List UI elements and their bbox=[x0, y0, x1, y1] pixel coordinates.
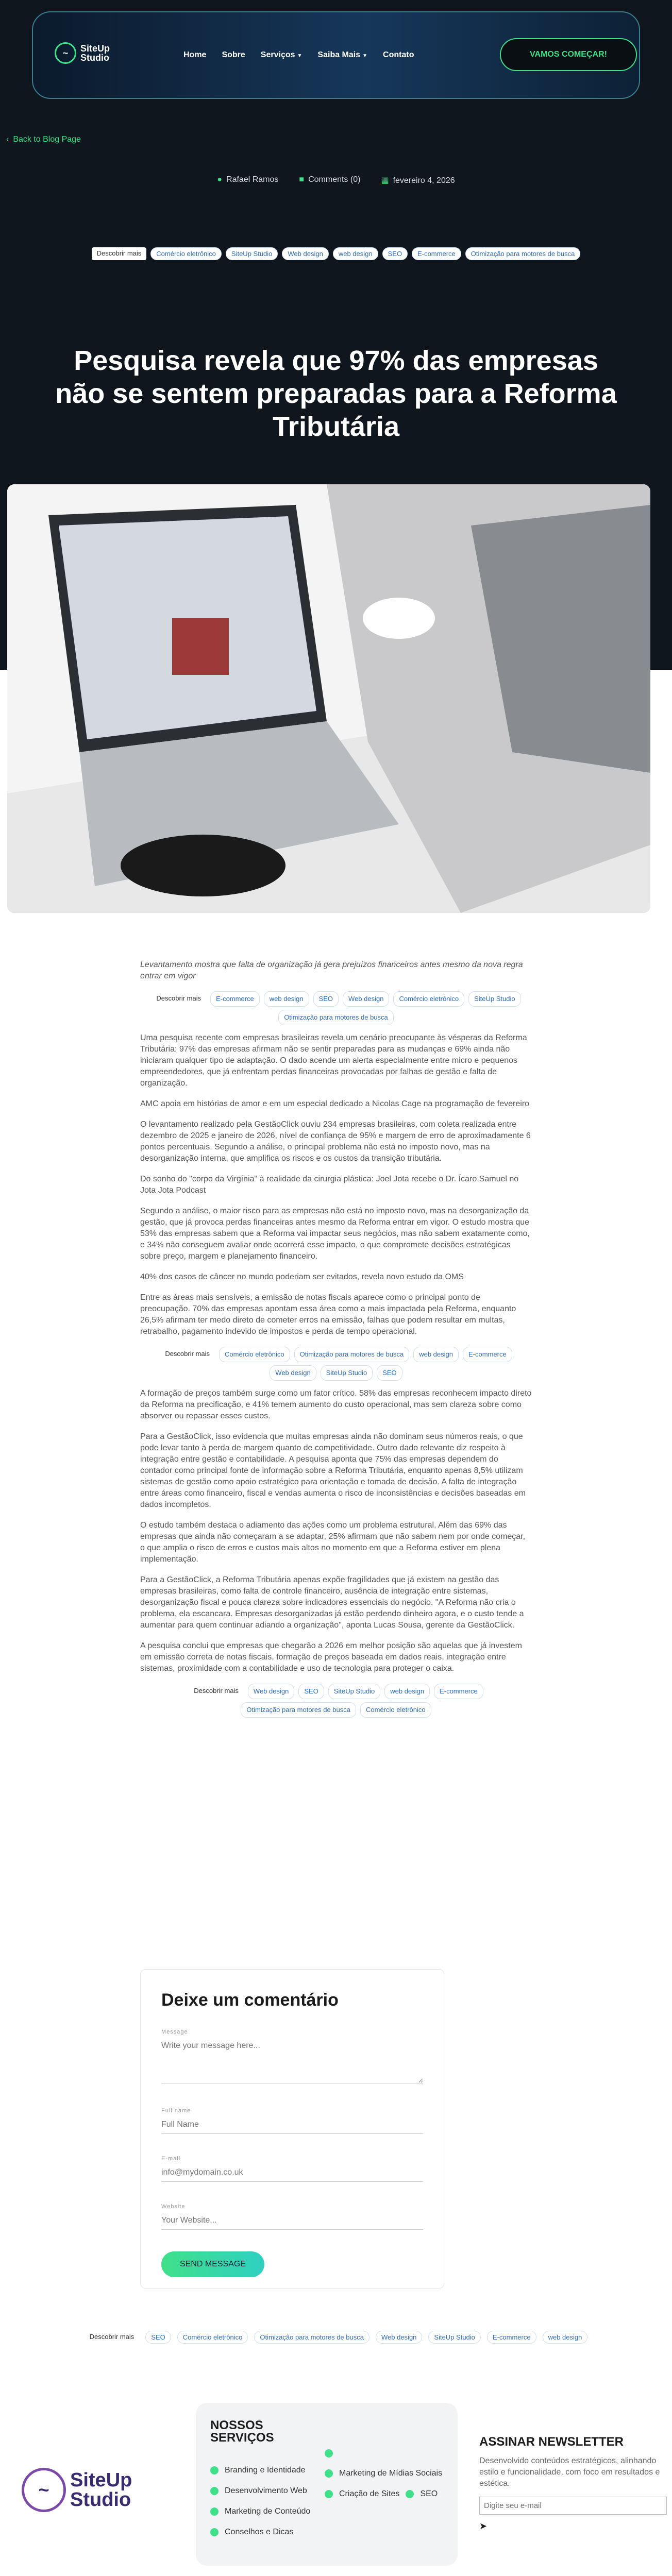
paragraph: O estudo também destaca o adiamento das ações como um problema estrutural. Além das 69% das empresas que ainda não começaram a se adaptar, 25% afirmam que não sabem nem por onde começar, o que amplia o risco de erros e custos mais altos no momento em que a Reforma estiver em plena implementação. bbox=[140, 1521, 526, 1564]
author[interactable] bbox=[217, 175, 278, 185]
footer-logo-text: SiteUp Studio bbox=[70, 2469, 132, 2511]
comment-form-title: Deixe um comentário bbox=[161, 1990, 339, 2010]
tag[interactable]: SiteUp Studio bbox=[428, 2331, 481, 2344]
related-link[interactable]: Do sonho do "corpo da Virgínia" à realidade da cirurgia plástica: Joel Jota recebe o Dr. Ícaro Samuel no Jota Jota Podcast bbox=[140, 1175, 519, 1195]
tag[interactable]: SEO bbox=[145, 2331, 171, 2344]
main-nav bbox=[183, 50, 414, 60]
services-title: NOSSOS SERVIÇOS bbox=[210, 2418, 274, 2445]
check-icon bbox=[210, 2466, 219, 2475]
website-field[interactable] bbox=[161, 2212, 423, 2230]
service-item[interactable] bbox=[210, 2528, 334, 2537]
chevron-down-icon: ▼ bbox=[362, 53, 368, 59]
service-item[interactable] bbox=[210, 2466, 334, 2475]
nav-contato[interactable]: Contato bbox=[383, 50, 414, 59]
author-label: Rafael Ramos bbox=[226, 175, 279, 184]
email-label: E-mail bbox=[161, 2156, 181, 2162]
tag[interactable]: Otimização para motores de busca bbox=[278, 1010, 394, 1025]
nav-home[interactable]: Home bbox=[183, 50, 207, 59]
tag-label: Descobrir mais bbox=[160, 1347, 215, 1362]
check-icon bbox=[325, 2469, 333, 2478]
check-icon bbox=[210, 2507, 219, 2516]
tag[interactable]: SiteUp Studio bbox=[328, 1684, 381, 1699]
hero-image bbox=[7, 484, 650, 913]
newsletter-title: ASSINAR NEWSLETTER bbox=[479, 2435, 624, 2449]
service-item[interactable] bbox=[325, 2489, 448, 2499]
check-icon bbox=[406, 2490, 414, 2498]
service-item[interactable] bbox=[325, 2469, 448, 2478]
nav-servicos[interactable] bbox=[261, 50, 303, 60]
send-message-button[interactable]: SEND MESSAGE bbox=[161, 2251, 264, 2277]
page-title: Pesquisa revela que 97% das empresas não se sentem preparadas para a Reforma Tributária bbox=[55, 345, 617, 442]
tag-list bbox=[150, 1684, 522, 1718]
newsletter-text: Desenvolvido conteúdos estratégicos, alinhando estilo e funcionalidade, com foco em resultados e estética. bbox=[479, 2456, 660, 2488]
services-col-1 bbox=[210, 2466, 334, 2548]
laptop-photo-illustration bbox=[7, 484, 650, 913]
tag[interactable]: Comércio eletrônico bbox=[393, 991, 464, 1007]
back-label: Back to Blog Page bbox=[13, 135, 81, 144]
services-col-2 bbox=[325, 2449, 448, 2510]
tag-label: Descobrir mais bbox=[189, 1684, 244, 1699]
navbar bbox=[32, 11, 640, 99]
services-box bbox=[196, 2403, 458, 2566]
cta-button[interactable]: VAMOS COMEÇAR! bbox=[500, 38, 637, 71]
tag[interactable]: SEO bbox=[313, 991, 339, 1007]
tag[interactable]: Web design bbox=[376, 2331, 422, 2344]
service-label: Criação de Sites bbox=[339, 2489, 400, 2498]
check-icon bbox=[210, 2528, 219, 2536]
paragraph: A pesquisa conclui que empresas que chegarão a 2026 em melhor posição são aquelas que já investem em emissão correta de notas fiscais, formação de preços baseada em dados reais, integração entre sistemas, proximidade com a contabilidade e uso de tecnologia para proteger o caixa. bbox=[140, 1641, 522, 1673]
related-link[interactable]: 40% dos casos de câncer no mundo poderiam ser evitados, revela novo estudo da OMS bbox=[140, 1273, 464, 1281]
tag[interactable]: SiteUp Studio bbox=[468, 991, 521, 1007]
tag-list bbox=[150, 991, 522, 1025]
newsletter bbox=[479, 2435, 667, 2532]
service-item[interactable] bbox=[210, 2486, 334, 2496]
tag[interactable]: web design bbox=[264, 991, 309, 1007]
back-to-blog-link[interactable] bbox=[6, 135, 81, 144]
tag[interactable]: SiteUp Studio bbox=[321, 1365, 373, 1381]
hero-tags bbox=[77, 247, 595, 260]
service-label: Marketing de Mídias Sociais bbox=[339, 2469, 443, 2478]
tag[interactable]: E-commerce bbox=[412, 247, 461, 260]
tag[interactable]: web design bbox=[543, 2331, 588, 2344]
nav-sobre[interactable]: Sobre bbox=[222, 50, 245, 59]
comment-form bbox=[140, 1969, 444, 2289]
bottom-tags bbox=[36, 2331, 636, 2344]
service-label: Desenvolvimento Web bbox=[225, 2486, 307, 2495]
article-body bbox=[140, 959, 532, 1725]
message-field[interactable] bbox=[161, 2037, 423, 2083]
post-meta bbox=[0, 175, 672, 185]
chevron-down-icon: ▼ bbox=[297, 53, 303, 59]
date-label: fevereiro 4, 2026 bbox=[393, 176, 455, 185]
logo[interactable] bbox=[55, 42, 110, 64]
check-icon bbox=[325, 2490, 333, 2498]
tag[interactable]: E-commerce bbox=[434, 1684, 483, 1699]
calendar-icon: ▦ bbox=[381, 176, 389, 185]
tag-label: Descobrir mais bbox=[151, 991, 206, 1007]
nav-saiba-mais[interactable] bbox=[317, 50, 367, 60]
comments-count[interactable] bbox=[299, 175, 360, 185]
tag-list bbox=[150, 1347, 522, 1381]
paragraph: Para a GestãoClick, isso evidencia que muitas empresas ainda não dominam seus números reais, o que pode levar tanto à perda de margem quanto de competitividade. Outro dado relevante diz respeito à integração entre gestão e contabilidade. A pesquisa aponta que 75% das empresas dependem do contador como principal fonte de informação sobre a Reforma Tributária, enquanto apenas 8,5% utilizam sistemas de gestão como apoio estratégico para orientação e tomada de decisão. A falta de integração entre áreas como financeiro, fiscal e vendas aumenta o risco de inconsistências e decisões baseadas em dados incompletos. bbox=[140, 1432, 526, 1509]
paragraph: Uma pesquisa recente com empresas brasileiras revela um cenário preocupante às vésperas da Reforma Tributária: 97% das empresas afirmam não se sentir preparadas para as mudanças e 69% ainda não iniciaram qualquer tipo de adaptação. O dado acende um alerta especialmente entre micro e pequenos empreendedores, que já enfrentam perdas financeiras provocadas por falhas de gestão e falta de organização. bbox=[140, 1033, 527, 1088]
email-field[interactable] bbox=[161, 2164, 423, 2182]
user-icon: ● bbox=[217, 175, 223, 184]
tag[interactable]: E-commerce bbox=[487, 2331, 536, 2344]
arrow-left-icon: ‹ bbox=[6, 135, 9, 144]
tag[interactable]: Otimização para motores de busca bbox=[294, 1347, 410, 1362]
check-icon bbox=[325, 2449, 333, 2458]
tag[interactable]: SiteUp Studio bbox=[226, 247, 278, 260]
service-item bbox=[325, 2449, 448, 2458]
tag-label: Descobrir mais bbox=[85, 2331, 140, 2344]
service-label: Marketing de Conteúdo bbox=[225, 2507, 311, 2516]
paragraph: A formação de preços também surge como um fator crítico. 58% das empresas reconhecem impacto direto da Reforma na precificação, e 41% temem aumento do custo operacional, mas sem clareza sobre como absorver ou repassar esses custos. bbox=[140, 1389, 532, 1420]
message-label: Message bbox=[161, 2029, 188, 2035]
logo-text: SiteUp Studio bbox=[80, 43, 110, 63]
nav-servicos-label: Serviços bbox=[260, 50, 295, 59]
tag[interactable]: Otimização para motores de busca bbox=[254, 2331, 369, 2344]
tag[interactable]: Comércio eletrônico bbox=[177, 2331, 248, 2344]
logo-icon: ~ bbox=[55, 42, 76, 64]
comments-icon: ■ bbox=[299, 175, 305, 184]
service-item[interactable] bbox=[210, 2507, 334, 2516]
tag[interactable]: Comércio eletrônico bbox=[360, 1702, 431, 1718]
article-lead: Levantamento mostra que falta de organização já gera prejuízos financeiros antes mesmo da nova regra entrar em vigor bbox=[140, 960, 523, 980]
nav-saiba-label: Saiba Mais bbox=[317, 50, 361, 59]
tag[interactable]: E-commerce bbox=[210, 991, 260, 1007]
paragraph: Para a GestãoClick, a Reforma Tributária apenas expõe fragilidades que já existem na gestão das empresas brasileiras, como falta de controle financeiro, ausência de integração entre sistemas, desorganização fiscal e pouca clareza sobre indicadores essenciais do negócio. "A Reforma não cria o problema, ela escancara. Empresas desorganizadas já estão perdendo dinheiro agora, e o custo tende a aumentar para quem continuar adiando a organização", aponta Lucas Sousa, gerente da GestãoClick. bbox=[140, 1575, 524, 1630]
tag[interactable]: Web design bbox=[270, 1365, 316, 1381]
tag[interactable]: SEO bbox=[377, 1365, 402, 1381]
tag[interactable]: SEO bbox=[298, 1684, 324, 1699]
comments-label: Comments (0) bbox=[308, 175, 361, 184]
check-icon bbox=[210, 2487, 219, 2495]
name-label: Full name bbox=[161, 2108, 191, 2114]
tag[interactable]: Comércio eletrônico bbox=[219, 1347, 290, 1362]
tag[interactable]: web design bbox=[384, 1684, 430, 1699]
name-field[interactable] bbox=[161, 2116, 423, 2134]
tag[interactable]: Otimização para motores de busca bbox=[241, 1702, 356, 1718]
paragraph: Entre as áreas mais sensíveis, a emissão de notas fiscais aparece como o principal ponto de preocupação. 70% das empresas apontam essa área como a mais impactada pela Reforma, enquanto 26,5% afirmam ter medo direto de cometer erros na emissão, falhas que podem resultar em multas, retrabalho, pagamento indevido de impostos e perda de tempo operacional. bbox=[140, 1293, 516, 1336]
paragraph: O levantamento realizado pela GestãoClick ouviu 234 empresas brasileiras, com coleta realizada entre dezembro de 2025 e janeiro de 2026, nível de confiança de 95% e margem de erro de aproximadamente 6 pontos percentuais. Segundo a análise, o principal problema não está no imposto novo, mas na desorganização interna, que amplifica os riscos e os custos da transição tributária. bbox=[140, 1120, 531, 1163]
tag[interactable]: SEO bbox=[382, 247, 408, 260]
logo-icon: ~ bbox=[22, 2468, 66, 2512]
service-label: SEO bbox=[420, 2489, 438, 2498]
tag-label: Descobrir mais bbox=[92, 247, 147, 260]
post-date bbox=[381, 175, 455, 185]
paragraph: Segundo a análise, o maior risco para as empresas não está no imposto novo, mas na desorganização da gestão, que já provoca perdas financeiras antes mesmo da Reforma entrar em vigor. O estudo mostra que 53% das empresas sabem que a Reforma vai impactar seus negócios, mas não sabem exatamente como, e 34% não conseguem avaliar onde ocorrerá esse impacto, o que compromete decisões estratégicas sobre preço, margem e planejamento financeiro. bbox=[140, 1207, 530, 1261]
tag[interactable]: web design bbox=[333, 247, 378, 260]
tag[interactable]: E-commerce bbox=[463, 1347, 512, 1362]
related-link[interactable]: AMC apoia em histórias de amor e em um especial dedicado a Nicolas Cage na programação de fevereiro bbox=[140, 1099, 530, 1108]
footer-logo[interactable] bbox=[22, 2468, 132, 2512]
tag[interactable]: web design bbox=[413, 1347, 459, 1362]
tag[interactable]: Web design bbox=[282, 247, 328, 260]
tag[interactable]: Comércio eletrônico bbox=[150, 247, 222, 260]
tag[interactable]: Web design bbox=[248, 1684, 294, 1699]
tag[interactable]: Web design bbox=[343, 991, 389, 1007]
tag[interactable]: Otimização para motores de busca bbox=[465, 247, 581, 260]
website-label: Website bbox=[161, 2204, 186, 2210]
newsletter-email-input[interactable] bbox=[479, 2497, 667, 2515]
send-icon[interactable]: ➤ bbox=[479, 2521, 488, 2531]
service-label: Branding e Identidade bbox=[225, 2466, 306, 2475]
service-label: Conselhos e Dicas bbox=[225, 2528, 294, 2536]
